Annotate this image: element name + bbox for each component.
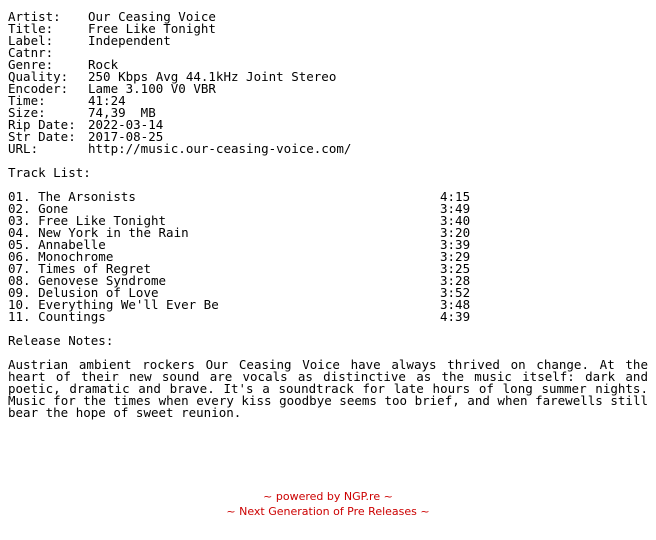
info-value: 2022-03-14 xyxy=(88,117,164,132)
tracklist-heading: Track List: xyxy=(8,165,91,180)
track-time: 3:20 xyxy=(440,225,471,240)
info-label: Artist: xyxy=(8,9,61,24)
footer xyxy=(0,489,656,519)
track-list xyxy=(8,191,648,323)
track-time: 3:39 xyxy=(440,237,471,252)
info-label: Encoder: xyxy=(8,81,69,96)
url-link[interactable]: http://music.our-ceasing-voice.com/ xyxy=(88,141,352,156)
info-value: 41:24 xyxy=(88,93,126,108)
track-name: 08. Genovese Syndrome xyxy=(8,273,167,288)
info-label: Quality: xyxy=(8,69,69,84)
track-time: 3:40 xyxy=(440,213,471,228)
info-value: 250 Kbps Avg 44.1kHz Joint Stereo xyxy=(88,69,337,84)
info-value: 74,39 MB xyxy=(88,105,156,120)
nfo-document xyxy=(8,11,648,419)
info-label: Catnr: xyxy=(8,45,54,60)
track-time: 3:28 xyxy=(440,273,471,288)
info-block xyxy=(8,11,648,155)
info-row-label xyxy=(8,35,648,47)
track-name: 02. Gone xyxy=(8,201,69,216)
track-time: 3:48 xyxy=(440,297,471,312)
release-notes-heading: Release Notes: xyxy=(8,333,114,348)
track-time: 4:15 xyxy=(440,189,471,204)
info-label: Str Date: xyxy=(8,129,76,144)
footer-tagline: ~ Next Generation of Pre Releases ~ xyxy=(226,505,430,518)
info-label: URL: xyxy=(8,141,39,156)
info-label: Rip Date: xyxy=(8,117,76,132)
info-value: Independent xyxy=(88,33,171,48)
info-value: Our Ceasing Voice xyxy=(88,9,216,24)
info-label: Genre: xyxy=(8,57,54,72)
track-time: 3:29 xyxy=(440,249,471,264)
track-time: 4:39 xyxy=(440,309,471,324)
track-row xyxy=(8,311,648,323)
info-row-url xyxy=(8,143,648,155)
track-row xyxy=(8,191,648,203)
info-label: Time: xyxy=(8,93,46,108)
info-value: Rock xyxy=(88,57,119,72)
track-name: 07. Times of Regret xyxy=(8,261,151,276)
track-time: 3:49 xyxy=(440,201,471,216)
track-name: 04. New York in the Rain xyxy=(8,225,189,240)
track-time: 3:52 xyxy=(440,285,471,300)
info-label: Label: xyxy=(8,33,54,48)
info-value: 2017-08-25 xyxy=(88,129,164,144)
info-value: Free Like Tonight xyxy=(88,21,216,36)
release-notes-text: Austrian ambient rockers Our Ceasing Voice have always thrived on change. At the heart of their new sound are vocals as distinctive as the music itself: dark and poetic, dramatic and brave. It's a soundtrack for late hours of long summer nights. Music for the times when every kiss goodbye seems too brief, and when farewells still bear the hope of sweet reunion. xyxy=(8,357,648,420)
track-name: 06. Monochrome xyxy=(8,249,114,264)
footer-powered-by: ~ powered by NGP.re ~ xyxy=(263,490,393,503)
spacer xyxy=(8,155,648,167)
track-name: 09. Delusion of Love xyxy=(8,285,159,300)
info-label: Size: xyxy=(8,105,46,120)
info-label: Title: xyxy=(8,21,54,36)
track-name: 01. The Arsonists xyxy=(8,189,136,204)
info-value: Lame 3.100 V0 VBR xyxy=(88,81,216,96)
track-name: 05. Annabelle xyxy=(8,237,106,252)
track-name: 10. Everything We'll Ever Be xyxy=(8,297,219,312)
track-name: 03. Free Like Tonight xyxy=(8,213,167,228)
track-name: 11. Countings xyxy=(8,309,106,324)
track-time: 3:25 xyxy=(440,261,471,276)
